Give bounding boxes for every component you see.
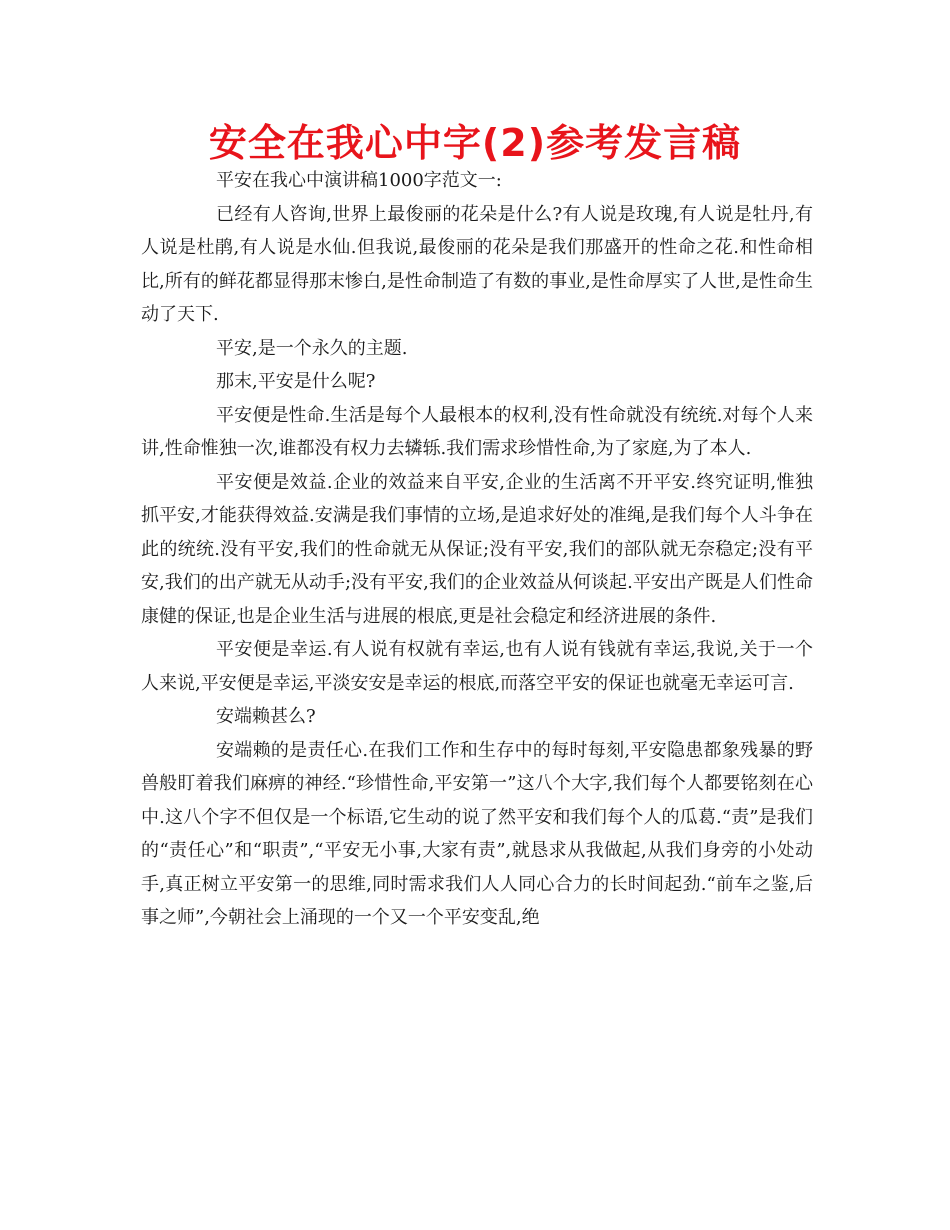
paragraph: 平安便是幸运.有人说有权就有幸运,也有人说有钱就有幸运,我说,关于一个人来说,平安便是幸运,平淡安安是幸运的根底,而落空平安的保证也就毫无幸运可言.	[141, 639, 813, 694]
page-title: 安全在我心中字(2)参考发言稿	[208, 121, 742, 165]
paragraph: 平安便是效益.企业的效益来自平安,企业的生活离不开平安.终究证明,惟独抓平安,才能获得效益.安满是我们事情的立场,是追求好处的准绳,是我们每个人斗争在此的统统.没有平安,我们的性命就无从保证;没有平安,我们的部队就无奈稳定;没有平安,我们的出产就无从动手;没有平安,我们的企业效益从何谈起.平安出产既是人们性命康健的保证,也是企业生活与进展的根底,更是社会稳定和经济进展的条件.	[141, 471, 813, 627]
paragraph: 安端赖的是责任心.在我们工作和生存中的每时每刻,平安隐患都象残暴的野兽般盯着我们麻痹的神经.“珍惜性命,平安第一”这八个大字,我们每个人都要铭刻在心中.这八个字不但仅是一个标语,它生动的说了然平安和我们每个人的瓜葛.“责”是我们的“责任心”和“职责”,“平安无小事,大家有责”,就恳求从我做起,从我们身旁的小处动手,真正树立平安第一的思维,同时需求我们人人同心合力的长时间起劲.“前车之鉴,后事之师”,今朝社会上涌现的一个又一个平安变乱,绝	[141, 739, 813, 928]
paragraph-heading: 平安在我心中演讲稿1000字范文一:	[216, 170, 502, 191]
body-text	[141, 164, 813, 935]
paragraph: 平安便是性命.生活是每个人最根本的权利,没有性命就没有统统.对每个人来讲,性命惟独一次,谁都没有权力去辚轹.我们需求珍惜性命,为了家庭,为了本人.	[141, 404, 813, 459]
paragraph: 平安,是一个永久的主题.	[216, 337, 408, 359]
paragraph: 那末,平安是什么呢?	[216, 371, 376, 392]
paragraph: 已经有人咨询,世界上最俊丽的花朵是什么?有人说是玫瑰,有人说是牡丹,有人说是杜鹃,有人说是水仙.但我说,最俊丽的花朵是我们那盛开的性命之花.和性命相比,所有的鲜花都显得那末惨白,是性命制造了有数的事业,是性命厚实了人世,是性命生动了天下.	[141, 203, 813, 325]
paragraph: 安端赖甚么?	[216, 706, 316, 727]
